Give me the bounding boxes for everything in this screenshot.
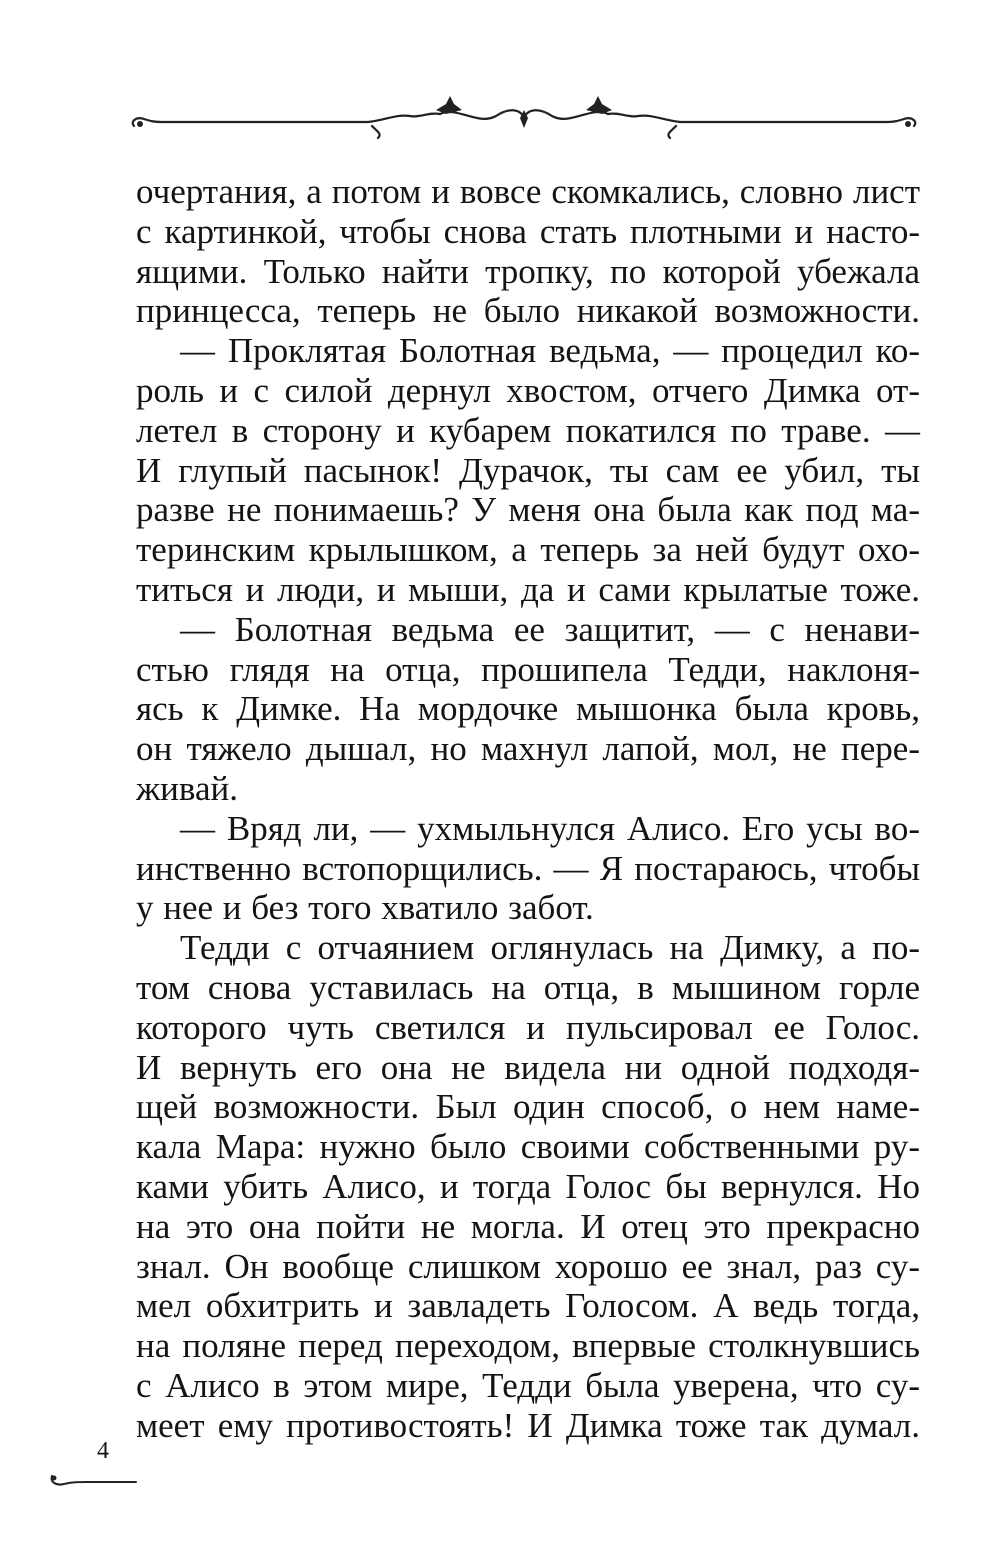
text-line: инственно встопорщились. — Я постараюсь, чтобы [136, 848, 920, 888]
text-line: — Болотная ведьма ее защитит, — с ненави- [180, 609, 920, 649]
text-line: летел в сторону и кубарем покатился по траве. — [136, 410, 920, 450]
page-body [136, 172, 920, 1446]
footer-ornament [48, 1470, 138, 1492]
text-line: щей возможности. Был один способ, о нем наме- [136, 1087, 920, 1127]
text-line: на поляне перед переходом, впервые столкнувшись [136, 1326, 920, 1366]
text-line: — Вряд ли, — ухмыльнулся Алисо. Его усы во- [180, 808, 920, 848]
text-line: кала Мара: нужно было своими собственными ру- [136, 1127, 920, 1167]
text-line: И глупый пасынок! Дурачок, ты сам ее убил, ты [136, 450, 920, 490]
text-line: ками убить Алисо, и тогда Голос бы вернулся. Но [136, 1166, 920, 1206]
text-line: мел обхитрить и завладеть Голосом. А ведь тогда, [136, 1286, 920, 1326]
text-line: И вернуть его она не видела ни одной подходя- [136, 1047, 920, 1087]
text-line: на это она пойти не могла. И отец это прекрасно [136, 1206, 920, 1246]
text-line: очертания, а потом и вовсе скомкались, словно лист [136, 172, 920, 211]
text-line: стью глядя на отца, прошипела Тедди, наклоня- [136, 649, 920, 689]
text-line: у нее и без того хватило забот. [136, 888, 594, 928]
page-number: 4 [97, 1438, 109, 1464]
text-line: он тяжело дышал, но махнул лапой, мол, не пере- [136, 729, 920, 769]
text-line: разве не понимаешь? У меня она была как под ма- [136, 490, 920, 530]
text-line: теринским крылышком, а теперь за ней будут охо- [136, 530, 920, 570]
text-line: ясь к Димке. На мордочке мышонка была кровь, [136, 689, 920, 729]
text-line: с Алисо в этом мире, Тедди была уверена, что су- [136, 1365, 920, 1405]
text-line: титься и люди, и мыши, да и сами крылатые тоже. [136, 569, 920, 609]
text-line: знал. Он вообще слишком хорошо ее знал, раз су- [136, 1246, 920, 1286]
text-line: с картинкой, чтобы снова стать плотными и насто- [136, 211, 920, 251]
text-line: принцесса, теперь не было никакой возможности. [136, 291, 920, 331]
header-ornament [128, 96, 920, 140]
text-line: том снова уставилась на отца, в мышином горле [136, 967, 920, 1007]
text-line: живай. [136, 768, 238, 808]
text-line: Тедди с отчаянием оглянулась на Димку, а по- [180, 928, 920, 968]
text-line: ящими. Только найти тропку, по которой убежала [136, 251, 920, 291]
text-line: меет ему противостоять! И Димка тоже так думал. [136, 1405, 920, 1445]
text-line: которого чуть светился и пульсировал ее Голос. [136, 1007, 920, 1047]
text-line: — Проклятая Болотная ведьма, — процедил ко- [180, 331, 920, 371]
text-line: роль и с силой дернул хвостом, отчего Димка от- [136, 370, 920, 410]
